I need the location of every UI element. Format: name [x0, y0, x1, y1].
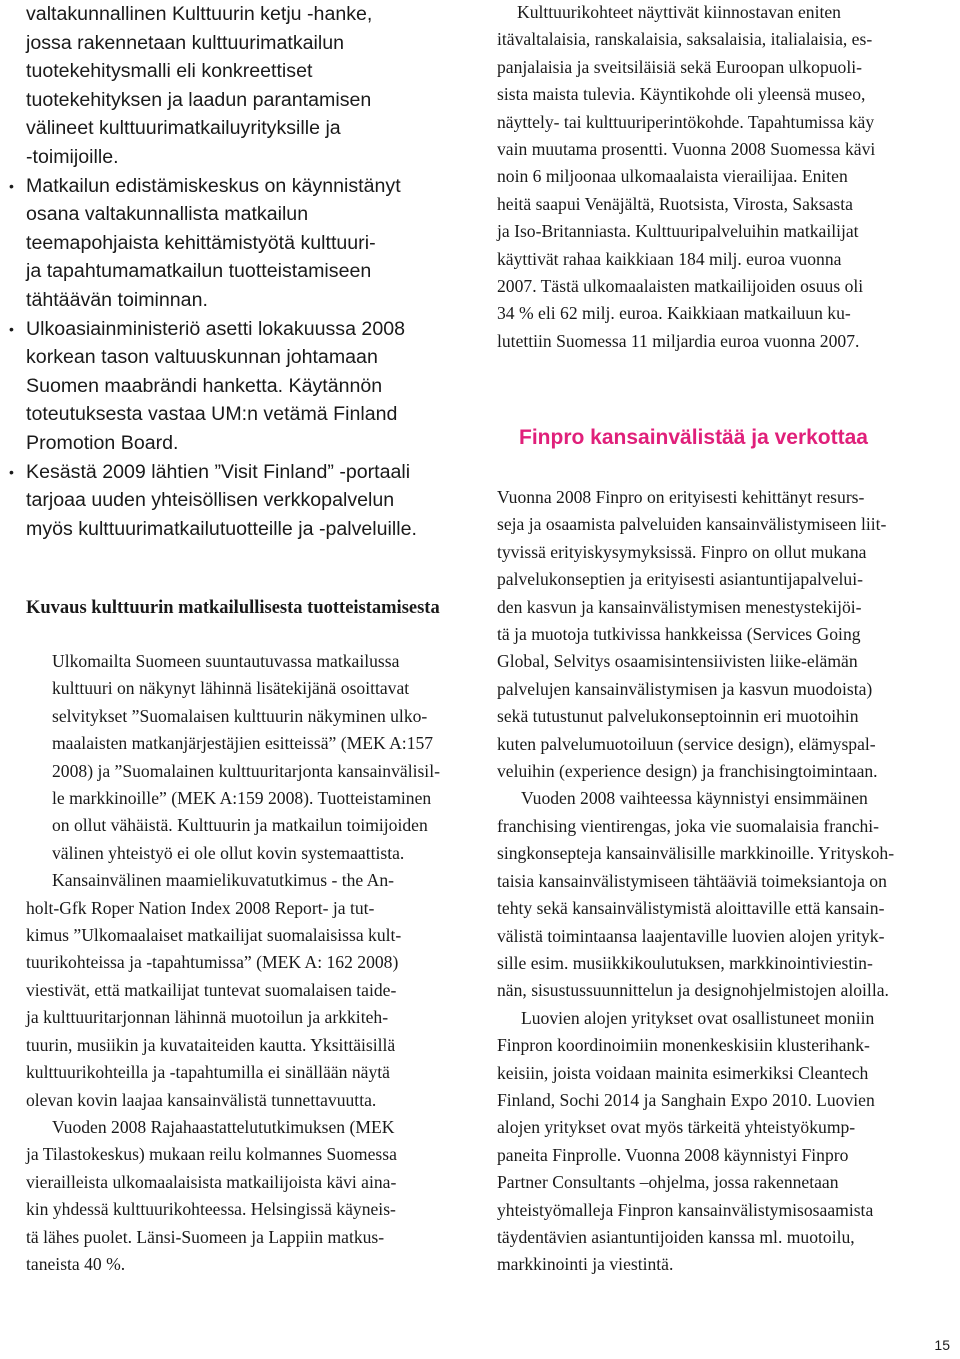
section-heading: Finpro kansainvälistää ja verkottaa	[519, 426, 868, 449]
text-line: sista maista tulevia. Käyntikohde oli yleensä museo,	[497, 84, 866, 105]
page-number: 15	[934, 1337, 950, 1353]
text-line: Kulttuurikohteet näyttivät kiinnostavan eniten	[517, 2, 841, 22]
text-line: täydentävien asiantuntijoiden kanssa ml. muotoilu,	[497, 1226, 855, 1247]
section-heading: Kuvaus kulttuurin matkailullisesta tuotteistamisesta	[26, 598, 440, 618]
text-line: toteutuksesta vastaa UM:n vetämä Finland	[26, 403, 398, 426]
text-line: Ulkoasiainministeriö asetti lokakuussa 2008	[26, 317, 406, 340]
text-line: franchising vientirengas, joka vie suomalaisia franchi-	[497, 815, 880, 836]
paragraph	[497, 1005, 959, 1279]
text-line: palvelujen kansainvälistymisen ja kasvun muodoista)	[497, 678, 873, 699]
text-line: sille esim. musiikkikoulutuksen, markkinointiviestin-	[497, 952, 873, 973]
paragraph	[26, 648, 466, 867]
text-line: taisia kansainvälistymiseen tähtääviä toimeksiantoja on	[497, 870, 887, 891]
text-line: vierailleista ulkomaalaisista matkailijoista kävi aina-	[26, 1171, 397, 1192]
text-line: le markkinoille” (MEK A:159 2008). Tuotteistaminen	[52, 788, 432, 809]
paragraph	[26, 1114, 466, 1278]
text-line: Vuonna 2008 Finpro on erityisesti kehittänyt resurs-	[497, 487, 865, 507]
text-line: välineet kulttuurimatkailuyrityksille ja	[26, 117, 341, 140]
text-line: sekä tutustunut palvelukonseptoinnin eri muotoihin	[497, 706, 859, 727]
text-line: alojen yritykset ovat myös tärkeitä yhteistyökump-	[497, 1117, 856, 1138]
text-line: -toimijoille.	[26, 145, 119, 168]
text-line: tuotekehityksen ja laadun parantamisen	[26, 88, 372, 111]
text-line: myös kulttuurimatkailutuotteille ja -palveluille.	[26, 517, 417, 540]
text-line: jossa rakennetaan kulttuurimatkailun	[26, 31, 345, 54]
text-line: Vuoden 2008 vaihteessa käynnistyi ensimmäinen	[521, 788, 868, 809]
body-text	[497, 0, 959, 355]
text-line: 2007. Tästä ulkomaalaisten matkailijoiden osuus oli	[497, 276, 864, 297]
text-line: tuotekehitysmalli eli konkreettiset	[26, 60, 313, 83]
paragraph	[26, 867, 466, 1114]
text-line: taneista 40 %.	[26, 1253, 126, 1274]
body-text	[497, 484, 959, 1279]
text-line: välistä toimintaansa laajentaville luovien alojen yrityk-	[497, 925, 885, 946]
bullet-intro	[26, 0, 456, 172]
text-line: Kansainvälinen maamielikuvatutkimus - the An-	[52, 870, 395, 891]
text-line: valtakunnallinen Kulttuurin ketju -hanke,	[26, 3, 373, 25]
text-line: itävaltalaisia, ranskalaisia, saksalaisia, italialaisia, es-	[497, 29, 873, 50]
text-line: tarjoaa uuden yhteisöllisen verkkopalvelun	[26, 489, 395, 512]
text-line: paneita Finprolle. Vuonna 2008 käynnistyi Finpro	[497, 1144, 849, 1165]
text-line: ja tapahtumamatkailun tuotteistamiseen	[26, 260, 372, 283]
text-line: panjalaisia ja sveitsiläisiä sekä Euroopan ulkopuoli-	[497, 56, 862, 77]
text-line: 2008) ja ”Suomalainen kulttuuritarjonta kansainvälisil-	[52, 760, 440, 781]
text-line: Vuoden 2008 Rajahaastattelututkimuksen (MEK	[52, 1116, 395, 1137]
text-line: kulttuurikohteilla ja -tapahtumilla ei sinällään näytä	[26, 1062, 390, 1083]
text-line: on ollut vähäistä. Kulttuurin ja matkailun toimijoiden	[52, 815, 428, 836]
paragraph	[497, 484, 959, 785]
bullet-item	[9, 315, 456, 458]
text-line: Kesästä 2009 lähtien ”Visit Finland” -portaali	[26, 460, 411, 483]
text-line: Finpron koordinoimiin monenkeskisiin klusterihank-	[497, 1035, 870, 1056]
text-line: nän, sisustussuunnittelun ja designohjelmistojen aloilla.	[497, 980, 889, 1001]
text-line: näyttely- tai kulttuuriperintökohde. Tapahtumissa käy	[497, 111, 875, 132]
text-line: Suomen maabrändi hanketta. Käytännön	[26, 374, 383, 397]
text-line: noin 6 miljoonaa ulkomaalaista vierailijaa. Eniten	[497, 166, 848, 187]
text-line: viestivät, että matkailijat tuntevat suomalaisen taide-	[26, 979, 397, 1000]
text-line: Promotion Board.	[26, 431, 179, 454]
text-line: kin yhdessä kulttuurikohteessa. Helsingissä käyneis-	[26, 1199, 396, 1220]
text-line: teemapohjaista kehittämistyötä kulttuuri-	[26, 231, 376, 254]
text-line: veluihin (experience design) ja franchisingtoimintaan.	[497, 761, 878, 782]
text-line: Global, Selvitys osaamisintensiivisten liike-elämän	[497, 651, 858, 672]
text-line: korkean tason valtuuskunnan johtamaan	[26, 346, 378, 369]
text-line: tä lähes puolet. Länsi-Suomeen ja Lappiin matkus-	[26, 1226, 385, 1247]
text-line: maalaisten matkanjärjestäjien esitteissä” (MEK A:157	[52, 733, 434, 754]
text-line: holt-Gfk Roper Nation Index 2008 Report- ja tut-	[26, 897, 375, 918]
bullet-list	[9, 0, 456, 543]
bullet-icon: •	[9, 177, 14, 194]
text-line: markkinointi ja viestintä.	[497, 1254, 674, 1275]
bullet-item	[9, 458, 456, 544]
text-line: käyttivät rahaa kaikkiaan 184 milj. euroa vuonna	[497, 248, 842, 269]
text-line: palvelukonseptien ja erityisesti asiantuntijapalvelui-	[497, 569, 863, 590]
text-line: 34 % eli 62 milj. euroa. Kaikkiaan matkailuun ku-	[497, 303, 851, 324]
text-line: tuurikohteissa ja -tapahtumissa” (MEK A: 162 2008)	[26, 952, 399, 973]
text-line: kuten palvelumuotoiluun (service design), elämyspal-	[497, 733, 876, 754]
text-line: keisiin, joista voidaan mainita esimerkiksi Cleantech	[497, 1062, 869, 1083]
text-line: lutettiin Suomessa 11 miljardia euroa vuonna 2007.	[497, 330, 860, 351]
text-line: selvitykset ”Suomalaisen kulttuurin näkyminen ulko-	[52, 705, 428, 726]
text-line: Luovien alojen yritykset ovat osallistuneet moniin	[521, 1007, 875, 1028]
text-line: kimus ”Ulkomaalaiset matkailijat suomalaisissa kult-	[26, 925, 402, 946]
bullet-item	[9, 172, 456, 315]
paragraph	[497, 785, 959, 1004]
text-line: tähtäävän toiminnan.	[26, 288, 208, 311]
text-line: osana valtakunnallista matkailun	[26, 203, 309, 226]
text-line: ja kulttuuritarjonnan lähinnä muotoilun ja arkkiteh-	[26, 1007, 389, 1028]
text-line: olevan kovin laajaa kansainvälistä tunnettavuutta.	[26, 1089, 377, 1110]
text-line: Ulkomailta Suomeen suuntautuvassa matkailussa	[52, 651, 400, 671]
text-line: ja Tilastokeskus) mukaan reilu kolmannes Suomessa	[26, 1144, 397, 1165]
text-line: tyvissä erityiskysymyksissä. Finpro on ollut mukana	[497, 541, 867, 562]
text-line: Matkailun edistämiskeskus on käynnistänyt	[26, 174, 401, 197]
text-line: yhteistyömalleja Finpron kansainvälistymisosaamista	[497, 1199, 874, 1220]
text-line: ja Iso-Britanniasta. Kulttuuripalveluihin matkailijat	[497, 221, 859, 242]
text-line: vain muutama prosentti. Vuonna 2008 Suomessa kävi	[497, 139, 876, 160]
text-line: välinen yhteistyö ei ole ollut kovin systemaattista.	[52, 842, 405, 863]
text-line: singkonsepteja kansainvälisille markkinoille. Yrityskoh-	[497, 843, 895, 864]
text-line: heitä saapui Venäjältä, Ruotsista, Virosta, Saksasta	[497, 193, 853, 214]
text-line: seja ja osaamista palveluiden kansainvälistymiseen liit-	[497, 514, 887, 535]
text-line: Finland, Sochi 2014 ja Sanghain Expo 2010. Luovien	[497, 1089, 875, 1110]
paragraph	[497, 0, 959, 355]
text-line: tä ja muotoja tutkivissa hankkeissa (Services Going	[497, 624, 861, 645]
bullet-icon: •	[9, 320, 14, 337]
text-line: tehty sekä kansainvälistymistä aloittaville että kansain-	[497, 898, 885, 919]
body-text	[26, 648, 466, 1278]
text-line: Partner Consultants –ohjelma, jossa rakennetaan	[497, 1172, 839, 1193]
text-line: den kasvun ja kansainvälistymisen menestystekijöi-	[497, 596, 862, 617]
bullet-icon: •	[9, 463, 14, 480]
text-line: tuurin, musiikin ja kuvataiteiden kautta. Yksittäisillä	[26, 1034, 396, 1055]
text-line: kulttuuri on näkynyt lähinnä lisätekijänä osoittavat	[52, 678, 410, 699]
